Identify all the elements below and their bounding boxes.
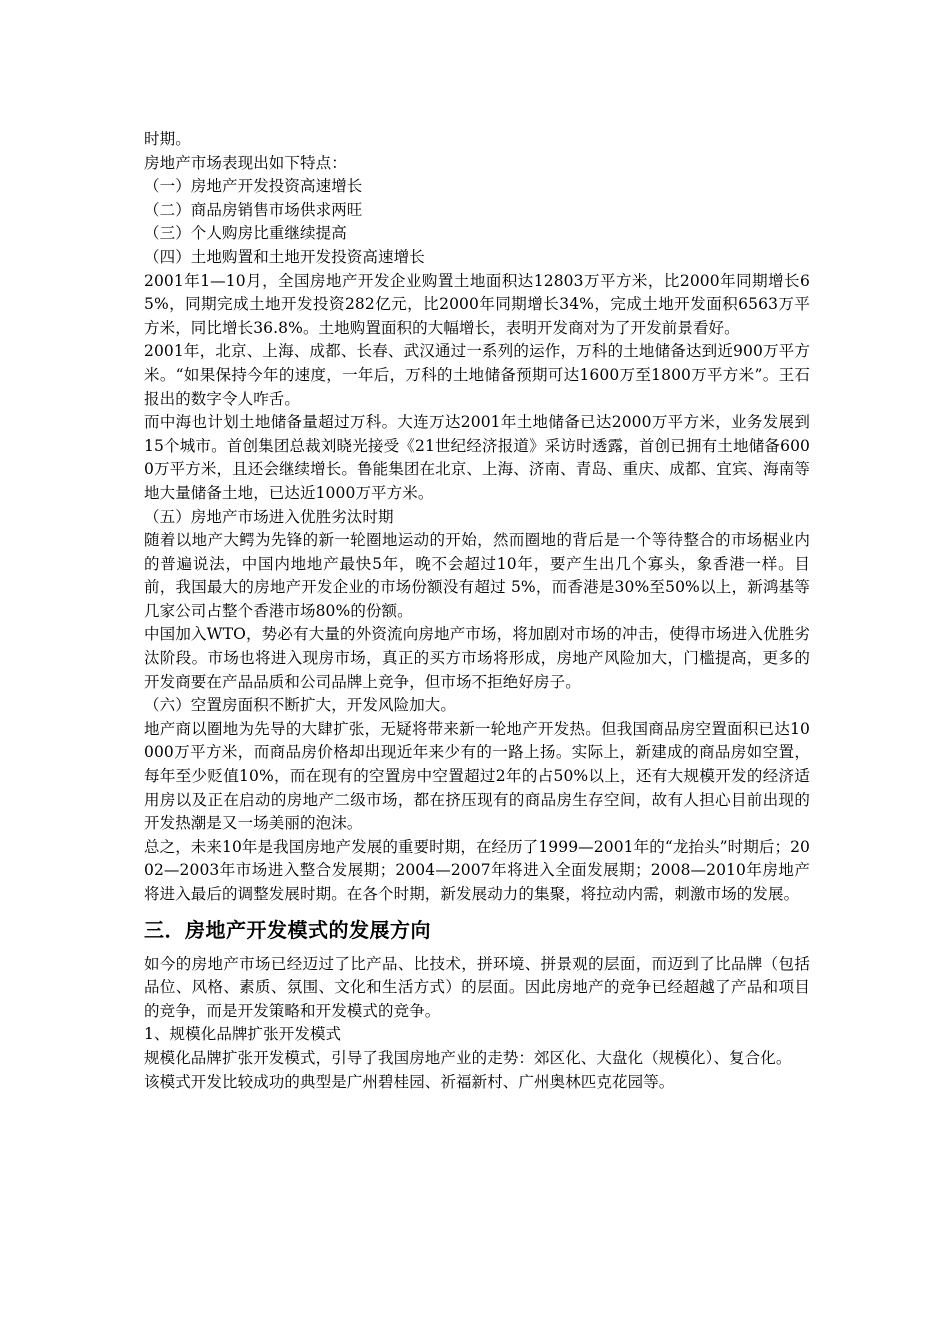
paragraph: 2001年，北京、上海、成都、长春、武汉通过一系列的运作，万科的土地储备达到近900万平方米。“如果保持今年的速度，一年后，万科的土地储备预期可达1600万至1800万平方米”。王石报出的数字令人咋舌。: [144, 342, 810, 408]
section-heading: 三．房地产开发模式的发展方向: [144, 917, 431, 942]
paragraph: 总之，未来10年是我国房地产发展的重要时期，在经历了1999—2001年的“龙抬头”时期后；2002—2003年市场进入整合发展期；2004—2007年将进入全面发展期；2008—2010年房地产将进入最后的调整发展时期。在各个时期，新发展动力的集聚，将拉动内需，刺激市场的发展。: [144, 837, 810, 903]
subsection-heading: 1、规模化品牌扩张开发模式: [144, 1025, 342, 1044]
paragraph: 时期。: [144, 130, 191, 148]
list-item-heading: （四）土地购置和土地开发投资高速增长: [144, 247, 425, 266]
paragraph: 如今的房地产市场已经迈过了比产品、比技术，拼环境、拼景观的层面，而迈到了比品牌（包括品位、风格、素质、氛围、文化和生活方式）的层面。因此房地产的竞争已经超越了产品和项目的竞争，而是开发策略和开发模式的竞争。: [144, 954, 810, 1020]
paragraph: 规模化品牌扩张开发模式，引导了我国房地产业的走势：郊区化、大盘化（规模化）、复合化。: [144, 1048, 792, 1067]
paragraph: 而中海也计划土地储备量超过万科。大连万达2001年土地储备已达2000万平方米，业务发展到15个城市。首创集团总裁刘晓光接受《21世纪经济报道》采访时透露，首创已拥有土地储备6000万平方米，且还会继续增长。鲁能集团在北京、上海、济南、青岛、重庆、成都、宜宾、海南等地大量储备土地，已达近1000万平方米。: [144, 413, 810, 502]
paragraph: 该模式开发比较成功的典型是广州碧桂园、祈福新村、广州奥林匹克花园等。: [144, 1072, 675, 1091]
paragraph: 地产商以圈地为先导的大肆扩张，无疑将带来新一轮地产开发热。但我国商品房空置面积已达10000万平方米，而商品房价格却出现近年来少有的一路上扬。实际上，新建成的商品房如空置，每年至少贬值10%，而在现有的空置房中空置超过2年的占50%以上，还有大规模开发的经济适用房以及正在启动的房地产二级市场，都在挤压现有的商品房生存空间，故有人担心目前出现的开发热潮是又一场美丽的泡沫。: [144, 719, 810, 833]
list-item-heading: （三）个人购房比重继续提高: [144, 224, 347, 243]
document-page: [144, 128, 810, 1094]
list-item-heading: （二）商品房销售市场供求两旺: [144, 200, 363, 219]
paragraph: 房地产市场表现出如下特点：: [144, 153, 347, 172]
paragraph: 随着以地产大鳄为先锋的新一轮圈地运动的开始，然而圈地的背后是一个等待整合的市场椐业内的普遍说法，中国内地地产最快5年，晚不会超过10年，要产生出几个寡头，象香港一样。目前，我国最大的房地产开发企业的市场份额没有超过 5%，而香港是30%至50%以上，新鸿基等几家公司占整个香港市场80%的份额。: [144, 531, 810, 620]
list-item-heading: （六）空置房面积不断扩大，开发风险加大。: [144, 696, 457, 715]
list-item-heading: （一）房地产开发投资高速增长: [144, 177, 363, 196]
list-item-heading: （五）房地产市场进入优胜劣汰时期: [144, 507, 394, 526]
paragraph: 2001年1—10月，全国房地产开发企业购置土地面积达12803万平方米，比2000年同期增长65%，同期完成土地开发投资282亿元，比2000年同期增长34%，完成土地开发面积6563万平方米，同比增长36.8%。土地购置面积的大幅增长，表明开发商对为了开发前景看好。: [144, 271, 810, 337]
paragraph: 中国加入WTO，势必有大量的外资流向房地产市场，将加剧对市场的冲击，使得市场进入优胜劣汰阶段。市场也将进入现房市场，真正的买方市场将形成，房地产风险加大，门槛提高，更多的开发商要在产品品质和公司品牌上竞争，但市场不拒绝好房子。: [144, 625, 810, 691]
